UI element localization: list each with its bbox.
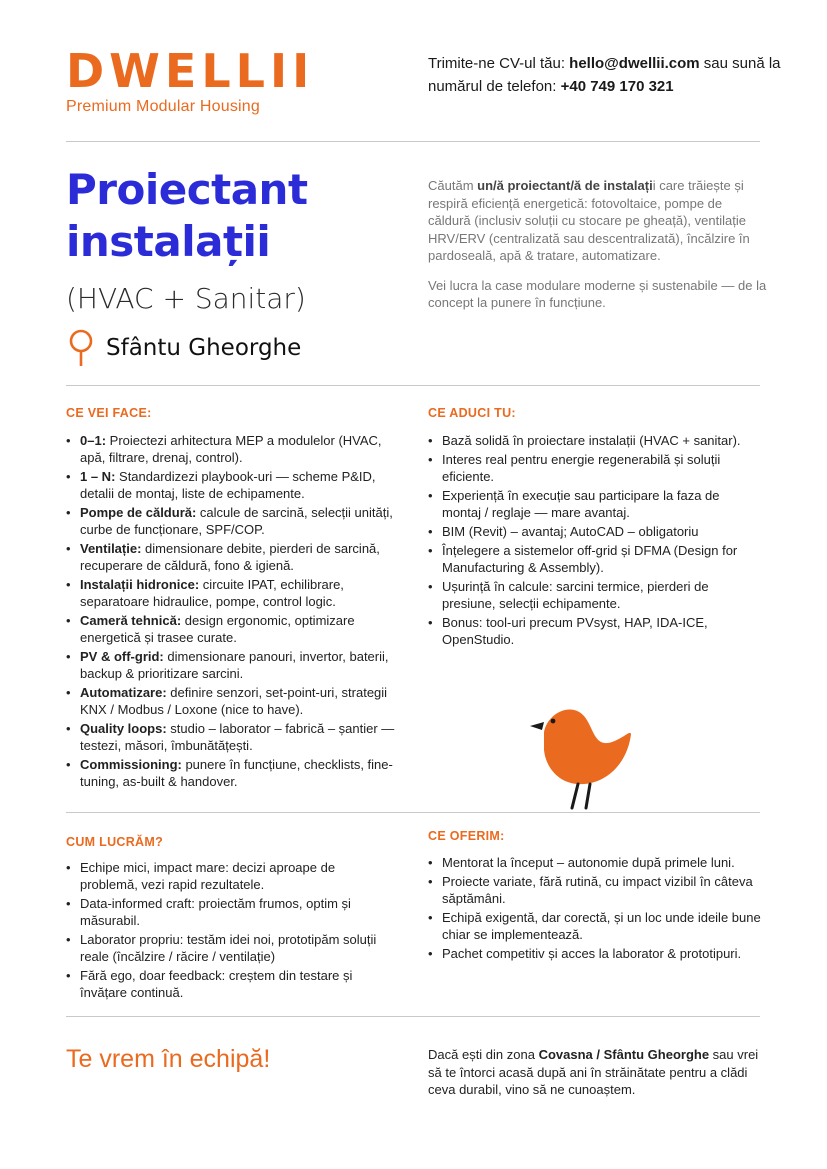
list-item-label: Commissioning: bbox=[80, 757, 182, 772]
section-heading-what-you-bring: CE ADUCI TU: bbox=[428, 406, 516, 420]
list-item: • Mentorat la început – autonomie după primele luni. bbox=[428, 854, 768, 871]
list-item: • Proiecte variate, fără rutină, cu impact vizibil în câteva săptămâni. bbox=[428, 873, 768, 907]
list-item-text: punere în funcțiune, checklists, fine-tuning, as-built & handover. bbox=[80, 757, 393, 789]
list-item-text: studio – laborator – fabrică – șantier — testezi, măsori, îmbunătățești. bbox=[80, 721, 395, 753]
list-item bbox=[66, 504, 396, 538]
list-item bbox=[66, 432, 396, 466]
call-to-action: Te vrem în echipă! bbox=[66, 1045, 271, 1073]
list-item-text: design ergonomic, optimizare energetică și trasee curate. bbox=[80, 613, 355, 645]
list-item-text: calcule de sarcină, selecții unități, curbe de funcționare, SPF/COP. bbox=[80, 505, 393, 537]
contact-info bbox=[428, 52, 788, 98]
section-heading-what-we-offer: CE OFERIM: bbox=[428, 829, 505, 843]
list-item-text: definire senzori, set-point-uri, strategii KNX / Modbus / Loxone (nice to have). bbox=[80, 685, 388, 717]
list-item: • Bază solidă în proiectare instalații (HVAC + sanitar). bbox=[428, 432, 753, 449]
title-line-1: Proiectant bbox=[66, 165, 308, 214]
list-item-label: Pompe de căldură: bbox=[80, 505, 197, 520]
list-item-label: 0–1: bbox=[80, 433, 107, 448]
list-item bbox=[66, 612, 396, 646]
section-heading-what-you-do: CE VEI FACE: bbox=[66, 406, 152, 420]
location-text: Sfântu Gheorghe bbox=[106, 335, 302, 361]
outro bbox=[428, 1046, 768, 1099]
outro-pre: Dacă ești din zona bbox=[428, 1047, 539, 1062]
list-item-label: Quality loops: bbox=[80, 721, 167, 736]
intro-p1-bold: un/ă proiectant/ă de instalați bbox=[477, 178, 653, 193]
list-item bbox=[66, 720, 396, 754]
location bbox=[66, 328, 301, 368]
list-item bbox=[66, 576, 396, 610]
logo-wordmark: DWELLII bbox=[66, 44, 315, 98]
list-item-text: Proiectezi arhitectura MEP a modulelor (HVAC, apă, filtrare, drenaj, control). bbox=[80, 433, 382, 465]
intro bbox=[428, 177, 768, 312]
contact-email[interactable]: hello@dwellii.com bbox=[569, 55, 700, 72]
list-item-label: Ventilație: bbox=[80, 541, 142, 556]
intro-p1-post: i care trăiește și respiră eficiență energetică: fotovoltaice, pompe de căldură (inclusiv soluții cu stocare pe gheață), ventilație HRV/ERV (centralizată sau descentralizată), încălzire în pardoseală, apă & tratare, automatizare. bbox=[428, 178, 750, 263]
list-item bbox=[66, 648, 396, 682]
divider bbox=[66, 1016, 760, 1017]
intro-paragraph-2: Vei lucra la case modulare moderne și sustenabile — de la concept la punere în funcțiune. bbox=[428, 277, 767, 310]
list-item-label: Automatizare: bbox=[80, 685, 167, 700]
map-pin-icon bbox=[66, 328, 96, 368]
list-item: • Fără ego, doar feedback: creștem din testare și învățare continuă. bbox=[66, 967, 396, 1001]
divider bbox=[66, 141, 760, 142]
list-item-text: dimensionare panouri, invertor, baterii, backup & prioritizare sarcini. bbox=[80, 649, 389, 681]
intro-paragraph-1 bbox=[428, 177, 768, 265]
list-item: • Laborator propriu: testăm idei noi, prototipăm soluții reale (încălzire / răcire / ventilație) bbox=[66, 931, 396, 965]
list-item-label: PV & off-grid: bbox=[80, 649, 164, 664]
what-you-bring-list bbox=[428, 432, 753, 650]
list-item-text: Standardizezi playbook-uri — scheme P&ID, detalii de montaj, liste de echipamente. bbox=[80, 469, 376, 501]
list-item: • BIM (Revit) – avantaj; AutoCAD – obligatoriu bbox=[428, 523, 753, 540]
list-item-label: 1 – N: bbox=[80, 469, 116, 484]
list-item: • Echipă exigentă, dar corectă, și un loc unde ideile bune chiar se implementează. bbox=[428, 909, 768, 943]
list-item bbox=[66, 684, 396, 718]
list-item bbox=[66, 540, 396, 574]
page-subtitle: (HVAC + Sanitar) bbox=[66, 282, 306, 315]
divider bbox=[66, 812, 760, 813]
list-item: • Înțelegere a sistemelor off-grid și DFMA (Design for Manufacturing & Assembly). bbox=[428, 542, 753, 576]
list-item: • Echipe mici, impact mare: decizi aproape de problemă, vezi rapid rezultatele. bbox=[66, 859, 396, 893]
what-we-offer-list bbox=[428, 854, 768, 964]
list-item-label: Cameră tehnică: bbox=[80, 613, 182, 628]
list-item: • Data-informed craft: proiectăm frumos, optim și măsurabil. bbox=[66, 895, 396, 929]
list-item-label: Instalații hidronice: bbox=[80, 577, 200, 592]
list-item-text: dimensionare debite, pierderi de sarcină, recuperare de căldură, fono & igienă. bbox=[80, 541, 380, 573]
divider bbox=[66, 385, 760, 386]
list-item-text: circuite IPAT, echilibrare, separatoare hidraulice, pompe, control logic. bbox=[80, 577, 344, 609]
outro-bold: Covasna / Sfântu Gheorghe bbox=[538, 1047, 710, 1062]
outro-post: sau vrei să te întorci acasă după ani în străinătate pentru a clădi ceva durabil, vino să ne cunoaștem. bbox=[428, 1047, 759, 1097]
section-heading-how-we-work: CUM LUCRĂM? bbox=[66, 835, 164, 849]
list-item: • Experiență în execuție sau participare la faza de montaj / reglaje — mare avantaj. bbox=[428, 487, 753, 521]
contact-prefix: Trimite-ne CV-ul tău: bbox=[428, 55, 570, 72]
title-line-2: instalații bbox=[66, 217, 271, 266]
list-item bbox=[66, 756, 396, 790]
page-title bbox=[66, 164, 308, 268]
list-item: • Interes real pentru energie regenerabilă și soluții eficiente. bbox=[428, 451, 753, 485]
what-you-do-list bbox=[66, 432, 396, 792]
logo-tagline: Premium Modular Housing bbox=[66, 98, 261, 115]
contact-phone[interactable]: +40 749 170 321 bbox=[560, 78, 674, 95]
bird-illustration bbox=[522, 700, 632, 810]
list-item: • Ușurință în calcule: sarcini termice, pierderi de presiune, selecții echipamente. bbox=[428, 578, 753, 612]
logo bbox=[66, 44, 315, 116]
how-we-work-list bbox=[66, 859, 396, 1003]
list-item: • Pachet competitiv și acces la laborator & prototipuri. bbox=[428, 945, 768, 962]
list-item: • Bonus: tool-uri precum PVsyst, HAP, IDA-ICE, OpenStudio. bbox=[428, 614, 753, 648]
list-item bbox=[66, 468, 396, 502]
contact-middle: sau sună la numărul de telefon: bbox=[428, 55, 781, 95]
intro-p1-pre: Căutăm bbox=[428, 178, 478, 193]
